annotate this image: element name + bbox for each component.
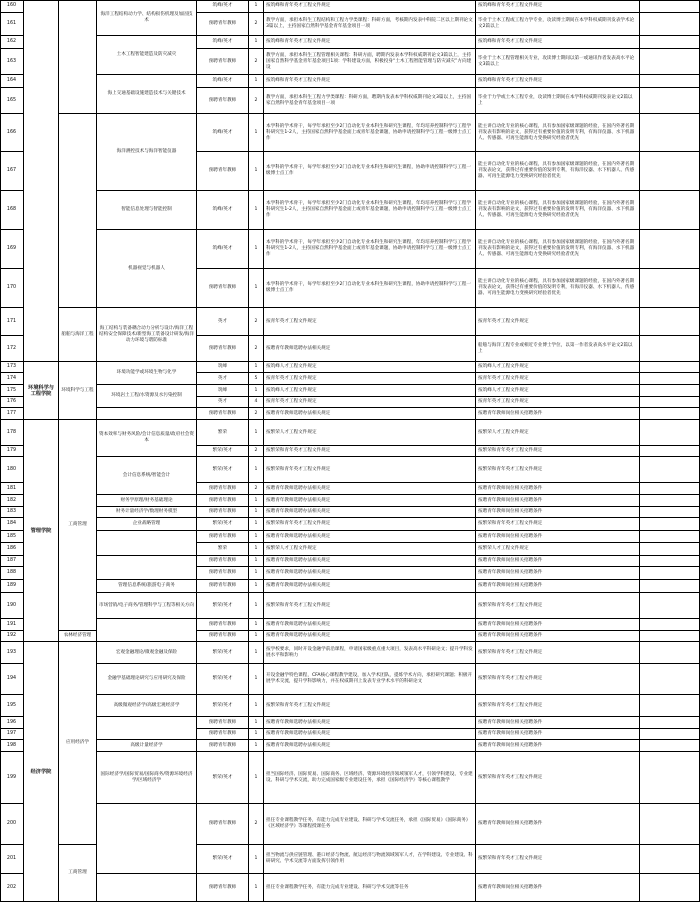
position-type-cell: 筑峰 xyxy=(197,362,249,373)
row-number-cell: 193 xyxy=(0,642,24,664)
quantity-cell: 1 xyxy=(249,518,264,531)
position-type-cell: 预聘青年教师 xyxy=(197,507,249,518)
requirement-cell: 按聘青年教师岗位相关招聘条件 xyxy=(476,531,640,543)
remark-cell xyxy=(640,114,700,152)
row-number-cell: 190 xyxy=(0,593,24,619)
job-duty-cell: 按青年英才工程文件规定 xyxy=(264,397,476,408)
remark-cell xyxy=(640,230,700,269)
position-type-cell: 筑峰/英才 xyxy=(197,191,249,230)
job-duty-cell: 按繁荣和青年英才工程文件规定 xyxy=(264,457,476,483)
quantity-cell: 1 xyxy=(249,729,264,740)
research-direction-cell: 企业战略管理 xyxy=(97,518,197,531)
position-type-cell: 预聘青年教师 xyxy=(197,556,249,567)
requirement-cell: 毕业于土木工程管理相关专业，攻读博士期间以第一或通讯作者发表高水平论文3篇以上 xyxy=(476,49,640,75)
job-duty-cell: 按聘青年教师选聘办法相关规定 xyxy=(264,740,476,752)
remark-cell xyxy=(640,385,700,397)
quantity-cell: 4 xyxy=(249,397,264,408)
job-duty-cell: 本学科的学术骨干，每学年承担至少2门自动化专业本科生和研究生课程，协助申请控制科学与工程一级博士点工作 xyxy=(264,269,476,308)
row-number-cell: 174 xyxy=(0,373,24,385)
remark-cell xyxy=(640,36,700,49)
row-number-cell: 179 xyxy=(0,446,24,457)
research-direction-cell xyxy=(97,804,197,874)
quantity-cell: 1 xyxy=(249,740,264,752)
row-number-cell: 160 xyxy=(0,0,24,13)
row-number-cell: 180 xyxy=(0,457,24,483)
remark-cell xyxy=(640,729,700,740)
remark-cell xyxy=(640,152,700,191)
remark-cell xyxy=(640,619,700,631)
remark-cell xyxy=(640,483,700,495)
job-duty-cell: 教学方面，承担本科生工程管理相关课程：科研方面，聘期内发表本学科权威期刊论文3篇以上，主持国家自然科学基金青年基金项目1项：学科建设方面，积极投身“土木工程智能管理与防灾减灾”方向建设 xyxy=(264,49,476,75)
research-direction-cell: 海上交通基础设施建造技术与关键技术 xyxy=(97,75,197,114)
job-duty-cell: 本学科的学术骨干，每学年承担至少2门自动化专业本科生和研究生课程，年均培养控制科学与工程学科研究生1-2人，主持国家自然科学基金面上或青年基金课题，协助申请控制科学与工程一级博士点工作 xyxy=(264,230,476,269)
quantity-cell: 1 xyxy=(249,495,264,507)
quantity-cell: 1 xyxy=(249,752,264,804)
remark-cell xyxy=(640,631,700,642)
requirement-cell: 按繁荣和青年英才工程文件规定 xyxy=(476,752,640,804)
job-duty-cell: 按繁荣和青年英才工程文件规定 xyxy=(264,695,476,717)
research-direction-cell: 财务学原理/财务基础理论 xyxy=(97,495,197,507)
research-direction-cell: 金融学基础理论研究与应用研究及保险 xyxy=(97,664,197,695)
discipline-cell: 工商管理 xyxy=(59,845,97,902)
quantity-cell: 1 xyxy=(249,114,264,152)
position-type-cell: 繁荣/英才 xyxy=(197,695,249,717)
quantity-cell: 2 xyxy=(249,408,264,420)
quantity-cell: 1 xyxy=(249,36,264,49)
requirement-cell: 能主讲自动化专业的核心课程，具有参加国家级课题的经验，在国内外著名期刊发表有影响的论文，获得过有重要价值的发明专利，有海洋仪器、水下机器人、传感器、可再生能源电力变换研究经验者优先 xyxy=(476,230,640,269)
position-type-cell: 预聘青年教师 xyxy=(197,269,249,308)
remark-cell xyxy=(640,518,700,531)
research-direction-cell: 国际经济学/国际贸易/国际商务/资源环境经济学/区域经济学 xyxy=(97,752,197,804)
row-number-cell: 195 xyxy=(0,695,24,717)
quantity-cell: 2 xyxy=(249,308,264,336)
requirement-cell: 按筑峰人才工程文件规定 xyxy=(476,385,640,397)
job-duty-cell: 按聘青年教师选聘办法相关规定 xyxy=(264,531,476,543)
row-number-cell: 161 xyxy=(0,13,24,36)
job-duty-cell: 按繁荣人才工程文件规定 xyxy=(264,543,476,556)
research-direction-cell: 智能信息处理与智能控制 xyxy=(97,191,197,230)
department-cell: 经济学院 xyxy=(24,642,59,902)
department-cell: 管理学院 xyxy=(24,420,59,642)
row-number-cell: 197 xyxy=(0,729,24,740)
row-number-cell: 173 xyxy=(0,362,24,373)
requirement-cell: 按繁荣和青年英才工程文件规定 xyxy=(476,518,640,531)
position-type-cell: 繁荣/英才 xyxy=(197,845,249,874)
row-number-cell: 164 xyxy=(0,75,24,88)
remark-cell xyxy=(640,13,700,36)
remark-cell xyxy=(640,446,700,457)
position-type-cell: 繁荣 xyxy=(197,420,249,446)
row-number-cell: 187 xyxy=(0,556,24,567)
research-direction-cell xyxy=(97,874,197,902)
position-type-cell: 繁荣/英才 xyxy=(197,457,249,483)
position-type-cell: 繁荣 xyxy=(197,543,249,556)
row-number-cell: 189 xyxy=(0,580,24,593)
position-type-cell: 预聘青年教师 xyxy=(197,495,249,507)
position-type-cell: 预聘青年教师 xyxy=(197,88,249,114)
research-direction-cell: 土木工程智能建造及防灾减灾 xyxy=(97,36,197,75)
quantity-cell: 1 xyxy=(249,531,264,543)
requirement-cell: 按繁荣和青年英才工程文件规定 xyxy=(476,446,640,457)
position-type-cell: 预聘青年教师 xyxy=(197,152,249,191)
job-duty-cell: 按繁荣和青年英才工程文件规定 xyxy=(264,446,476,457)
position-type-cell: 预聘青年教师 xyxy=(197,531,249,543)
job-duty-cell: 按筑峰和青年英才工程文件规定 xyxy=(264,75,476,88)
row-number-cell: 191 xyxy=(0,619,24,631)
row-number-cell: 183 xyxy=(0,507,24,518)
quantity-cell: 1 xyxy=(249,642,264,664)
remark-cell xyxy=(640,75,700,88)
research-direction-cell xyxy=(97,531,197,556)
row-number-cell: 169 xyxy=(0,230,24,269)
requirement-cell: 按繁荣人才工程文件规定 xyxy=(476,420,640,446)
job-duty-cell: 本学科的学术骨干，每学年承担至少2门自动化专业本科生和研究生课程，年均培养控制科学与工程学科研究生1-2人，主持国家自然科学基金面上或青年基金课题，协助申请控制科学与工程一级博士点工作 xyxy=(264,191,476,230)
job-duty-cell: 按聘青年教师选聘办法相关规定 xyxy=(264,556,476,567)
remark-cell xyxy=(640,269,700,308)
discipline-cell: 工商管理 xyxy=(59,420,97,631)
requirement-cell: 按聘青年教师岗位相关招聘条件 xyxy=(476,619,640,631)
job-duty-cell: 按青年英才工程文件规定 xyxy=(264,373,476,385)
position-type-cell: 繁荣/英才 xyxy=(197,664,249,695)
job-duty-cell: 本学科的学术骨干，每学年承担至少2门自动化专业本科生和研究生课程，协助申请控制科学与工程一级博士点工作 xyxy=(264,152,476,191)
quantity-cell: 1 xyxy=(249,664,264,695)
remark-cell xyxy=(640,362,700,373)
research-direction-cell: 海工结构与装备耦合动力分析与设计/海洋工程结构安全保障技术/新型海工装备设计研发/海洋动力环境与谐防标准 xyxy=(97,308,197,362)
requirement-cell: 按聘青年教师岗位相关招聘条件 xyxy=(476,567,640,580)
requirement-cell: 按繁荣和青年英才工程文件规定 xyxy=(476,695,640,717)
research-direction-cell: 资本效率与财务风险/会计信息质量/政府社会资本 xyxy=(97,420,197,457)
discipline-cell: 环境科学与工程 xyxy=(59,362,97,420)
job-duty-cell: 按筑峰人才工程文件规定 xyxy=(264,362,476,373)
position-type-cell: 预聘青年教师 xyxy=(197,740,249,752)
job-duty-cell: 按聘青年教师选聘办法相关规定 xyxy=(264,619,476,631)
position-type-cell: 预聘青年教师 xyxy=(197,729,249,740)
row-number-cell: 172 xyxy=(0,336,24,362)
quantity-cell: 1 xyxy=(249,695,264,717)
row-number-cell: 168 xyxy=(0,191,24,230)
remark-cell xyxy=(640,752,700,804)
remark-cell xyxy=(640,740,700,752)
research-direction-cell: 环境功能学或环境生物与化学 xyxy=(97,362,197,385)
remark-cell xyxy=(640,495,700,507)
research-direction-cell: 宏观金融理论/微观金融及保险 xyxy=(97,642,197,664)
row-number-cell: 184 xyxy=(0,518,24,531)
quantity-cell: 1 xyxy=(249,593,264,619)
row-number-cell: 162 xyxy=(0,36,24,49)
department-cell: 环境科学与工程学院 xyxy=(24,362,59,420)
quantity-cell: 2 xyxy=(249,13,264,36)
remark-cell xyxy=(640,457,700,483)
requirement-cell: 按筑峰和青年英才工程文件规定 xyxy=(476,36,640,49)
research-direction-cell: 高级计量经济学 xyxy=(97,740,197,752)
remark-cell xyxy=(640,0,700,13)
position-type-cell: 筑峰/英才 xyxy=(197,114,249,152)
research-direction-cell xyxy=(97,619,197,642)
row-number-cell: 194 xyxy=(0,664,24,695)
position-type-cell: 筑峰 xyxy=(197,385,249,397)
position-type-cell: 繁荣/英才 xyxy=(197,642,249,664)
requirement-cell: 按聘青年教师岗位相关招聘条件 xyxy=(476,631,640,642)
remark-cell xyxy=(640,191,700,230)
job-duty-cell: 按筑峰和青年英才工程文件规定 xyxy=(264,36,476,49)
quantity-cell: 1 xyxy=(249,191,264,230)
position-type-cell: 预聘青年教师 xyxy=(197,580,249,593)
requirement-cell: 按聘青年教师岗位相关招聘条件 xyxy=(476,804,640,845)
research-direction-cell: 海洋测控技术与海洋智能仪器 xyxy=(97,114,197,191)
quantity-cell: 1 xyxy=(249,543,264,556)
job-duty-cell: 按聘青年教师选聘办法相关规定 xyxy=(264,631,476,642)
job-duty-cell: 按聘青年教师选聘办法相关规定 xyxy=(264,580,476,593)
remark-cell xyxy=(640,88,700,114)
quantity-cell: 2 xyxy=(249,49,264,75)
quantity-cell: 2 xyxy=(249,804,264,845)
row-number-cell: 176 xyxy=(0,397,24,408)
remark-cell xyxy=(640,664,700,695)
discipline-cell xyxy=(59,114,97,308)
quantity-cell: 1 xyxy=(249,717,264,729)
position-type-cell: 英才 xyxy=(197,397,249,408)
row-number-cell: 170 xyxy=(0,269,24,308)
row-number-cell: 185 xyxy=(0,531,24,543)
requirement-cell: 按聘青年教师岗位相关招聘条件 xyxy=(476,874,640,902)
row-number-cell: 177 xyxy=(0,408,24,420)
research-direction-cell: 环境岩土工程/水资源及水污染控制 xyxy=(97,385,197,408)
remark-cell xyxy=(640,49,700,75)
requirement-cell: 按青年英才工程文件规定 xyxy=(476,397,640,408)
research-direction-cell: 市场营销/电子商务/管理科学与工程等相关方向 xyxy=(97,593,197,619)
remark-cell xyxy=(640,593,700,619)
quantity-cell: 1 xyxy=(249,556,264,567)
job-duty-cell: 按繁荣人才工程文件规定 xyxy=(264,420,476,446)
discipline-cell: 农林经济管理 xyxy=(59,631,97,642)
remark-cell xyxy=(640,543,700,556)
remark-cell xyxy=(640,397,700,408)
position-type-cell: 预聘青年教师 xyxy=(197,619,249,631)
quantity-cell: 1 xyxy=(249,420,264,446)
requirement-cell: 按繁荣人才工程文件规定 xyxy=(476,543,640,556)
research-direction-cell: 海洋工程结构动力学、结构损伤机理及加固技术 xyxy=(97,0,197,36)
requirement-cell: 按聘青年教师岗位相关招聘条件 xyxy=(476,580,640,593)
position-type-cell: 英才 xyxy=(197,373,249,385)
research-direction-cell: 机器视觉与机器人 xyxy=(97,230,197,308)
job-duty-cell: 按聘青年教师选聘办法相关规定 xyxy=(264,408,476,420)
quantity-cell: 2 xyxy=(249,88,264,114)
position-type-cell: 预聘青年教师 xyxy=(197,717,249,729)
requirement-cell: 按筑峰和青年英才工程文件规定 xyxy=(476,0,640,13)
remark-cell xyxy=(640,580,700,593)
job-duty-cell: 按学校要求，同时开设金融学前沿课程，申请国家级重点重大项目，发表高水平科研论文；提升学科发展水平和影响力 xyxy=(264,642,476,664)
position-type-cell: 繁荣/英才 xyxy=(197,752,249,804)
job-duty-cell: 按繁荣和青年英才工程文件规定 xyxy=(264,518,476,531)
position-type-cell: 繁荣/英才 xyxy=(197,593,249,619)
job-duty-cell: 按青年英才工程文件规定 xyxy=(264,308,476,336)
position-type-cell: 预聘青年教师 xyxy=(197,483,249,495)
requirement-cell: 按聘青年教师岗位相关招聘条件 xyxy=(476,556,640,567)
job-duty-cell: 担任专业课程教学任务，有能力完成专业建设、科研与学术交流任务，承担《国际贸易》《国际商务》《区域经济学》等课程授课任务 xyxy=(264,804,476,845)
quantity-cell: 2 xyxy=(249,336,264,362)
position-type-cell: 预聘青年教师 xyxy=(197,567,249,580)
row-number-cell: 201 xyxy=(0,845,24,874)
remark-cell xyxy=(640,642,700,664)
quantity-cell: 1 xyxy=(249,269,264,308)
quantity-cell: 1 xyxy=(249,362,264,373)
row-number-cell: 178 xyxy=(0,420,24,446)
position-type-cell: 预聘青年教师 xyxy=(197,49,249,75)
job-duty-cell: 担当物流与供应链管理、港口经济与物流、航运经济与物流领域领军人才，在学科建设、专业建设、科研研究、学术交流等方面发挥引领作用 xyxy=(264,845,476,874)
remark-cell xyxy=(640,531,700,543)
requirement-cell: 按筑峰和青年英才工程文件规定 xyxy=(476,75,640,88)
row-number-cell: 181 xyxy=(0,483,24,495)
requirement-cell: 按聘青年教师岗位相关招聘条件 xyxy=(476,495,640,507)
job-duty-cell: 按聘青年教师选聘办法相关规定 xyxy=(264,336,476,362)
requirement-cell: 按繁荣和青年英才工程文件规定 xyxy=(476,642,640,664)
requirement-cell: 按青年英才工程文件规定 xyxy=(476,373,640,385)
position-type-cell: 筑峰/英才 xyxy=(197,230,249,269)
quantity-cell: 5 xyxy=(249,373,264,385)
job-duty-cell: 按筑峰和青年英才工程文件规定 xyxy=(264,0,476,13)
row-number-cell: 186 xyxy=(0,543,24,556)
quantity-cell: 1 xyxy=(249,75,264,88)
quantity-cell: 1 xyxy=(249,230,264,269)
job-duty-cell: 按聘青年教师选聘办法相关规定 xyxy=(264,567,476,580)
quantity-cell: 1 xyxy=(249,385,264,397)
row-number-cell: 200 xyxy=(0,804,24,845)
requirement-cell: 能主讲自动化专业的核心课程，具有参加国家级课题的经验，在国内外著名期刊发表论文，获得过有重要价值的发明专利，有海洋仪器、水下机器人、传感器、可再生能源电力变换研究经验者优先 xyxy=(476,269,640,308)
requirement-cell: 毕业于土木工程或工程力学专业，攻读博士期间在本学科权威期刊发表学术论文2篇以上 xyxy=(476,13,640,36)
row-number-cell: 196 xyxy=(0,717,24,729)
row-number-cell: 165 xyxy=(0,88,24,114)
remark-cell xyxy=(640,804,700,845)
quantity-cell: 2 xyxy=(249,446,264,457)
research-direction-cell: 高级微观经济学/高级宏观经济学 xyxy=(97,695,197,717)
research-direction-cell: 会计信息系统/智能会计 xyxy=(97,457,197,495)
job-duty-cell: 教学方面，承担本科生工程力学类课程：科研方面，聘期内发表本学科权威期刊论文3篇以上，主持国家自然科学基金青年基金项目一项 xyxy=(264,88,476,114)
quantity-cell: 1 xyxy=(249,631,264,642)
quantity-cell: 1 xyxy=(249,845,264,874)
research-direction-cell: 财务计量经济学/数理财务模型 xyxy=(97,507,197,518)
discipline-cell: 应用经济学 xyxy=(59,642,97,845)
row-number-cell: 192 xyxy=(0,631,24,642)
position-type-cell: 预聘青年教师 xyxy=(197,631,249,642)
remark-cell xyxy=(640,308,700,336)
row-number-cell: 163 xyxy=(0,49,24,75)
position-type-cell: 预聘青年教师 xyxy=(197,804,249,845)
requirement-cell: 能主讲自动化专业的核心课程，具有参加国家级课题的经验，在国内外著名期刊发表论文，获得过有重要价值的发明专利，有海洋仪器、水下机器人、传感器、可再生能源电力变换研究经验者优先 xyxy=(476,152,640,191)
position-type-cell: 预聘青年教师 xyxy=(197,13,249,36)
research-direction-cell xyxy=(97,408,197,420)
position-type-cell: 繁荣/英才 xyxy=(197,518,249,531)
research-direction-cell xyxy=(97,556,197,580)
position-type-cell: 筑峰/英才 xyxy=(197,36,249,49)
requirement-cell: 按聘青年教师岗位相关招聘条件 xyxy=(476,717,640,729)
remark-cell xyxy=(640,408,700,420)
department-cell xyxy=(24,0,59,362)
research-direction-cell xyxy=(97,717,197,740)
requirement-cell: 按聘青年教师岗位相关招聘条件 xyxy=(476,507,640,518)
remark-cell xyxy=(640,717,700,729)
requirement-cell: 按繁荣和青年英才工程文件规定 xyxy=(476,457,640,483)
remark-cell xyxy=(640,845,700,874)
requirement-cell: 按聘青年教师岗位相关招聘条件 xyxy=(476,729,640,740)
job-duty-cell: 按筑峰人才工程文件规定 xyxy=(264,385,476,397)
quantity-cell: 1 xyxy=(249,874,264,902)
job-duty-cell: 教学方面，承担本科生工程结构和工程力学类课程：科研方面，考核期内发表中科院二区以上期刊论文3篇以上，主持国家自然科学基金青年基金项目一项 xyxy=(264,13,476,36)
position-type-cell: 繁荣/英才 xyxy=(197,446,249,457)
row-number-cell: 188 xyxy=(0,567,24,580)
job-duty-cell: 按聘青年教师选聘办法相关规定 xyxy=(264,483,476,495)
quantity-cell: 1 xyxy=(249,567,264,580)
requirement-cell: 按繁荣和青年英才工程文件规定 xyxy=(476,593,640,619)
requirement-cell: 能主讲自动化专业的核心课程，具有参加国家级课题的经验，在国内外著名期刊发表有影响的论文，获得过有重要价值的发明专利，有海洋仪器、水下机器人、传感器、可再生能源电力变换研究经验者优先 xyxy=(476,191,640,230)
requirement-cell: 按青年英才工程文件规定 xyxy=(476,308,640,336)
position-type-cell: 预聘青年教师 xyxy=(197,408,249,420)
job-duty-cell: 按聘青年教师选聘办法相关规定 xyxy=(264,507,476,518)
row-number-cell: 171 xyxy=(0,308,24,336)
discipline-cell xyxy=(59,0,97,114)
requirement-cell: 按筑峰人才工程文件规定 xyxy=(476,362,640,373)
remark-cell xyxy=(640,874,700,902)
quantity-cell: 1 xyxy=(249,507,264,518)
requirement-cell: 按繁荣和青年英才工程文件规定 xyxy=(476,664,640,695)
requirement-cell: 按聘青年教师岗位相关招聘条件 xyxy=(476,740,640,752)
remark-cell xyxy=(640,336,700,362)
row-number-cell: 166 xyxy=(0,114,24,152)
requirement-cell: 毕业于力学或土木工程专业，攻读博士期间在本学科权威期刊发表论文2篇以上 xyxy=(476,88,640,114)
row-number-cell: 198 xyxy=(0,740,24,752)
quantity-cell: 1 xyxy=(249,152,264,191)
requirement-cell: 能主讲自动化专业的核心课程，具有参加国家级课题的经验，在国内外著名期刊发表有影响的论文，获得过有重要价值的发明专利，有海洋仪器、水下机器人、传感器、可再生能源电力变换研究经验者优先 xyxy=(476,114,640,152)
remark-cell xyxy=(640,373,700,385)
job-duty-cell: 按聘青年教师选聘办法相关规定 xyxy=(264,495,476,507)
quantity-cell: 2 xyxy=(249,483,264,495)
requirement-cell: 船舶与海洋工程专业或相近专业博士学位，以第一作者发表高水平论文2篇以上 xyxy=(476,336,640,362)
job-duty-cell: 开设金融学特色课程，CFA核心课程教学建设，加入学术团队，提炼学术方向，承担研究课题；积极开展学术交流，提升学科影响力，并在权威期刊上发表专业学术水平的科研论文 xyxy=(264,664,476,695)
quantity-cell: 1 xyxy=(249,619,264,631)
discipline-cell: 船舶与海洋工程 xyxy=(59,308,97,362)
row-number-cell: 182 xyxy=(0,495,24,507)
position-type-cell: 预聘青年教师 xyxy=(197,336,249,362)
remark-cell xyxy=(640,420,700,446)
quantity-cell: 1 xyxy=(249,0,264,13)
job-duty-cell: 按聘青年教师选聘办法相关规定 xyxy=(264,729,476,740)
job-duty-cell: 本学科的学术骨干，每学年承担至少2门自动化专业本科生和研究生课程，年均培养控制科学与工程学科研究生1-2人，主持国家自然科学基金面上或青年基金课题，协助申请控制科学与工程一级博士点工作 xyxy=(264,114,476,152)
job-duty-cell: 按繁荣和青年英才工程文件规定 xyxy=(264,593,476,619)
job-duty-cell: 按聘青年教师选聘办法相关规定 xyxy=(264,717,476,729)
job-duty-cell: 担当国际经济、国际贸易、国际商务、区域经济、资源环境经济领域领军人才，引领学科建设、专业建设、科研与学术交流，助力完成国家级专业建设任务，承担《国际经济学》等核心课程教学 xyxy=(264,752,476,804)
position-type-cell: 筑峰/英才 xyxy=(197,75,249,88)
requirement-cell: 按聘青年教师岗位相关招聘条件 xyxy=(476,483,640,495)
requirement-cell: 按繁荣和青年英才工程文件规定 xyxy=(476,845,640,874)
position-type-cell: 筑峰/英才 xyxy=(197,0,249,13)
requirement-cell: 按聘青年教师岗位相关招聘条件 xyxy=(476,408,640,420)
row-number-cell: 175 xyxy=(0,385,24,397)
remark-cell xyxy=(640,507,700,518)
quantity-cell: 1 xyxy=(249,457,264,483)
remark-cell xyxy=(640,695,700,717)
position-type-cell: 预聘青年教师 xyxy=(197,874,249,902)
row-number-cell: 199 xyxy=(0,752,24,804)
row-number-cell: 202 xyxy=(0,874,24,902)
job-duty-cell: 担任专业课程教学任务，有能力完成专业建设、科研与学术交流等任务 xyxy=(264,874,476,902)
quantity-cell: 1 xyxy=(249,580,264,593)
remark-cell xyxy=(640,556,700,567)
research-direction-cell: 管理信息系统/旅游电子商务 xyxy=(97,580,197,593)
remark-cell xyxy=(640,567,700,580)
position-type-cell: 英才 xyxy=(197,308,249,336)
row-number-cell: 167 xyxy=(0,152,24,191)
